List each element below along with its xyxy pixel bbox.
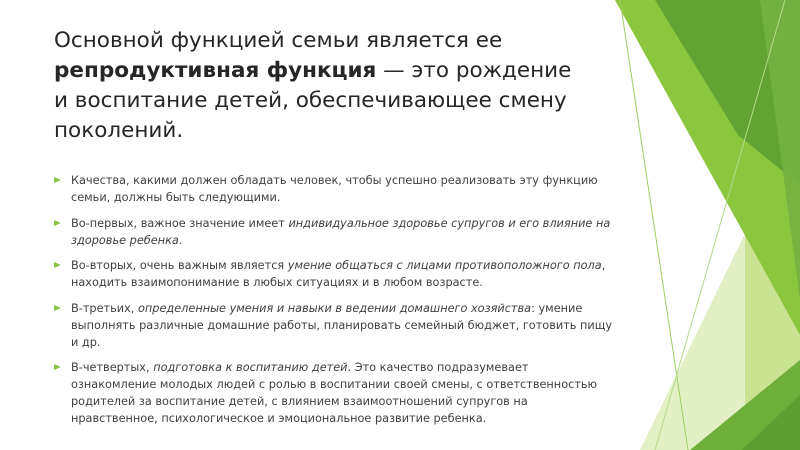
bullet-item-fourth <box>54 359 614 427</box>
bullet-list <box>54 172 614 436</box>
bullet-emphasis: индивидуальное здоровье супругов и его влияние на здоровье ребенка <box>71 216 611 247</box>
bullet-item-first <box>54 215 614 249</box>
bullet-text: В-третьих, <box>71 301 138 315</box>
triangle-bullet-icon <box>54 305 61 311</box>
bullet-text-tail: . <box>178 233 183 247</box>
title-bold-phrase: репродуктивная функция <box>54 58 377 83</box>
bullet-text-tail: . Это качество подразумевает ознакомление молодых людей с ролью в воспитании своей смены, с ответственностью родителей за воспитание детей, с влиянием взаимоотношений супругов на нравственное, психологическое и эмоциональное развитие ребенка. <box>71 361 598 425</box>
triangle-bullet-icon <box>54 220 61 226</box>
triangle-bullet-icon <box>54 364 61 370</box>
title-text-part1: Основной функцией семьи является ее <box>54 28 503 53</box>
bullet-item-third <box>54 300 614 351</box>
bullet-item-qualities <box>54 172 614 206</box>
title-text-part2: — это рождение и воспитание детей, обеспечивающее смену поколений. <box>54 58 572 143</box>
bullet-text: Во-первых, важное значение имеет <box>71 216 289 230</box>
bullet-text-tail: : умение выполнять различные домашние работы, планировать семейный бюджет, готовить пищу и др. <box>71 301 613 349</box>
bullet-item-second <box>54 257 614 291</box>
triangle-bullet-icon <box>54 262 61 268</box>
bullet-emphasis: подготовка к воспитанию детей <box>153 361 348 374</box>
bullet-emphasis: умение общаться с лицами противоположного пола <box>287 259 602 272</box>
bullet-text-tail: , находить взаимопонимание в любых ситуациях и в любом возрасте. <box>71 259 606 289</box>
bullet-emphasis: определенные умения и навыки в ведении домашнего хозяйства <box>137 301 532 315</box>
triangle-bullet-icon <box>54 177 61 183</box>
bullet-text: В-четвертых, <box>71 361 154 374</box>
slide-title <box>54 26 574 146</box>
bullet-text: Во-вторых, очень важным является <box>71 259 288 272</box>
bullet-text: Качества, какими должен обладать человек, чтобы успешно реализовать эту функцию семьи, должны быть следующими. <box>71 174 598 204</box>
